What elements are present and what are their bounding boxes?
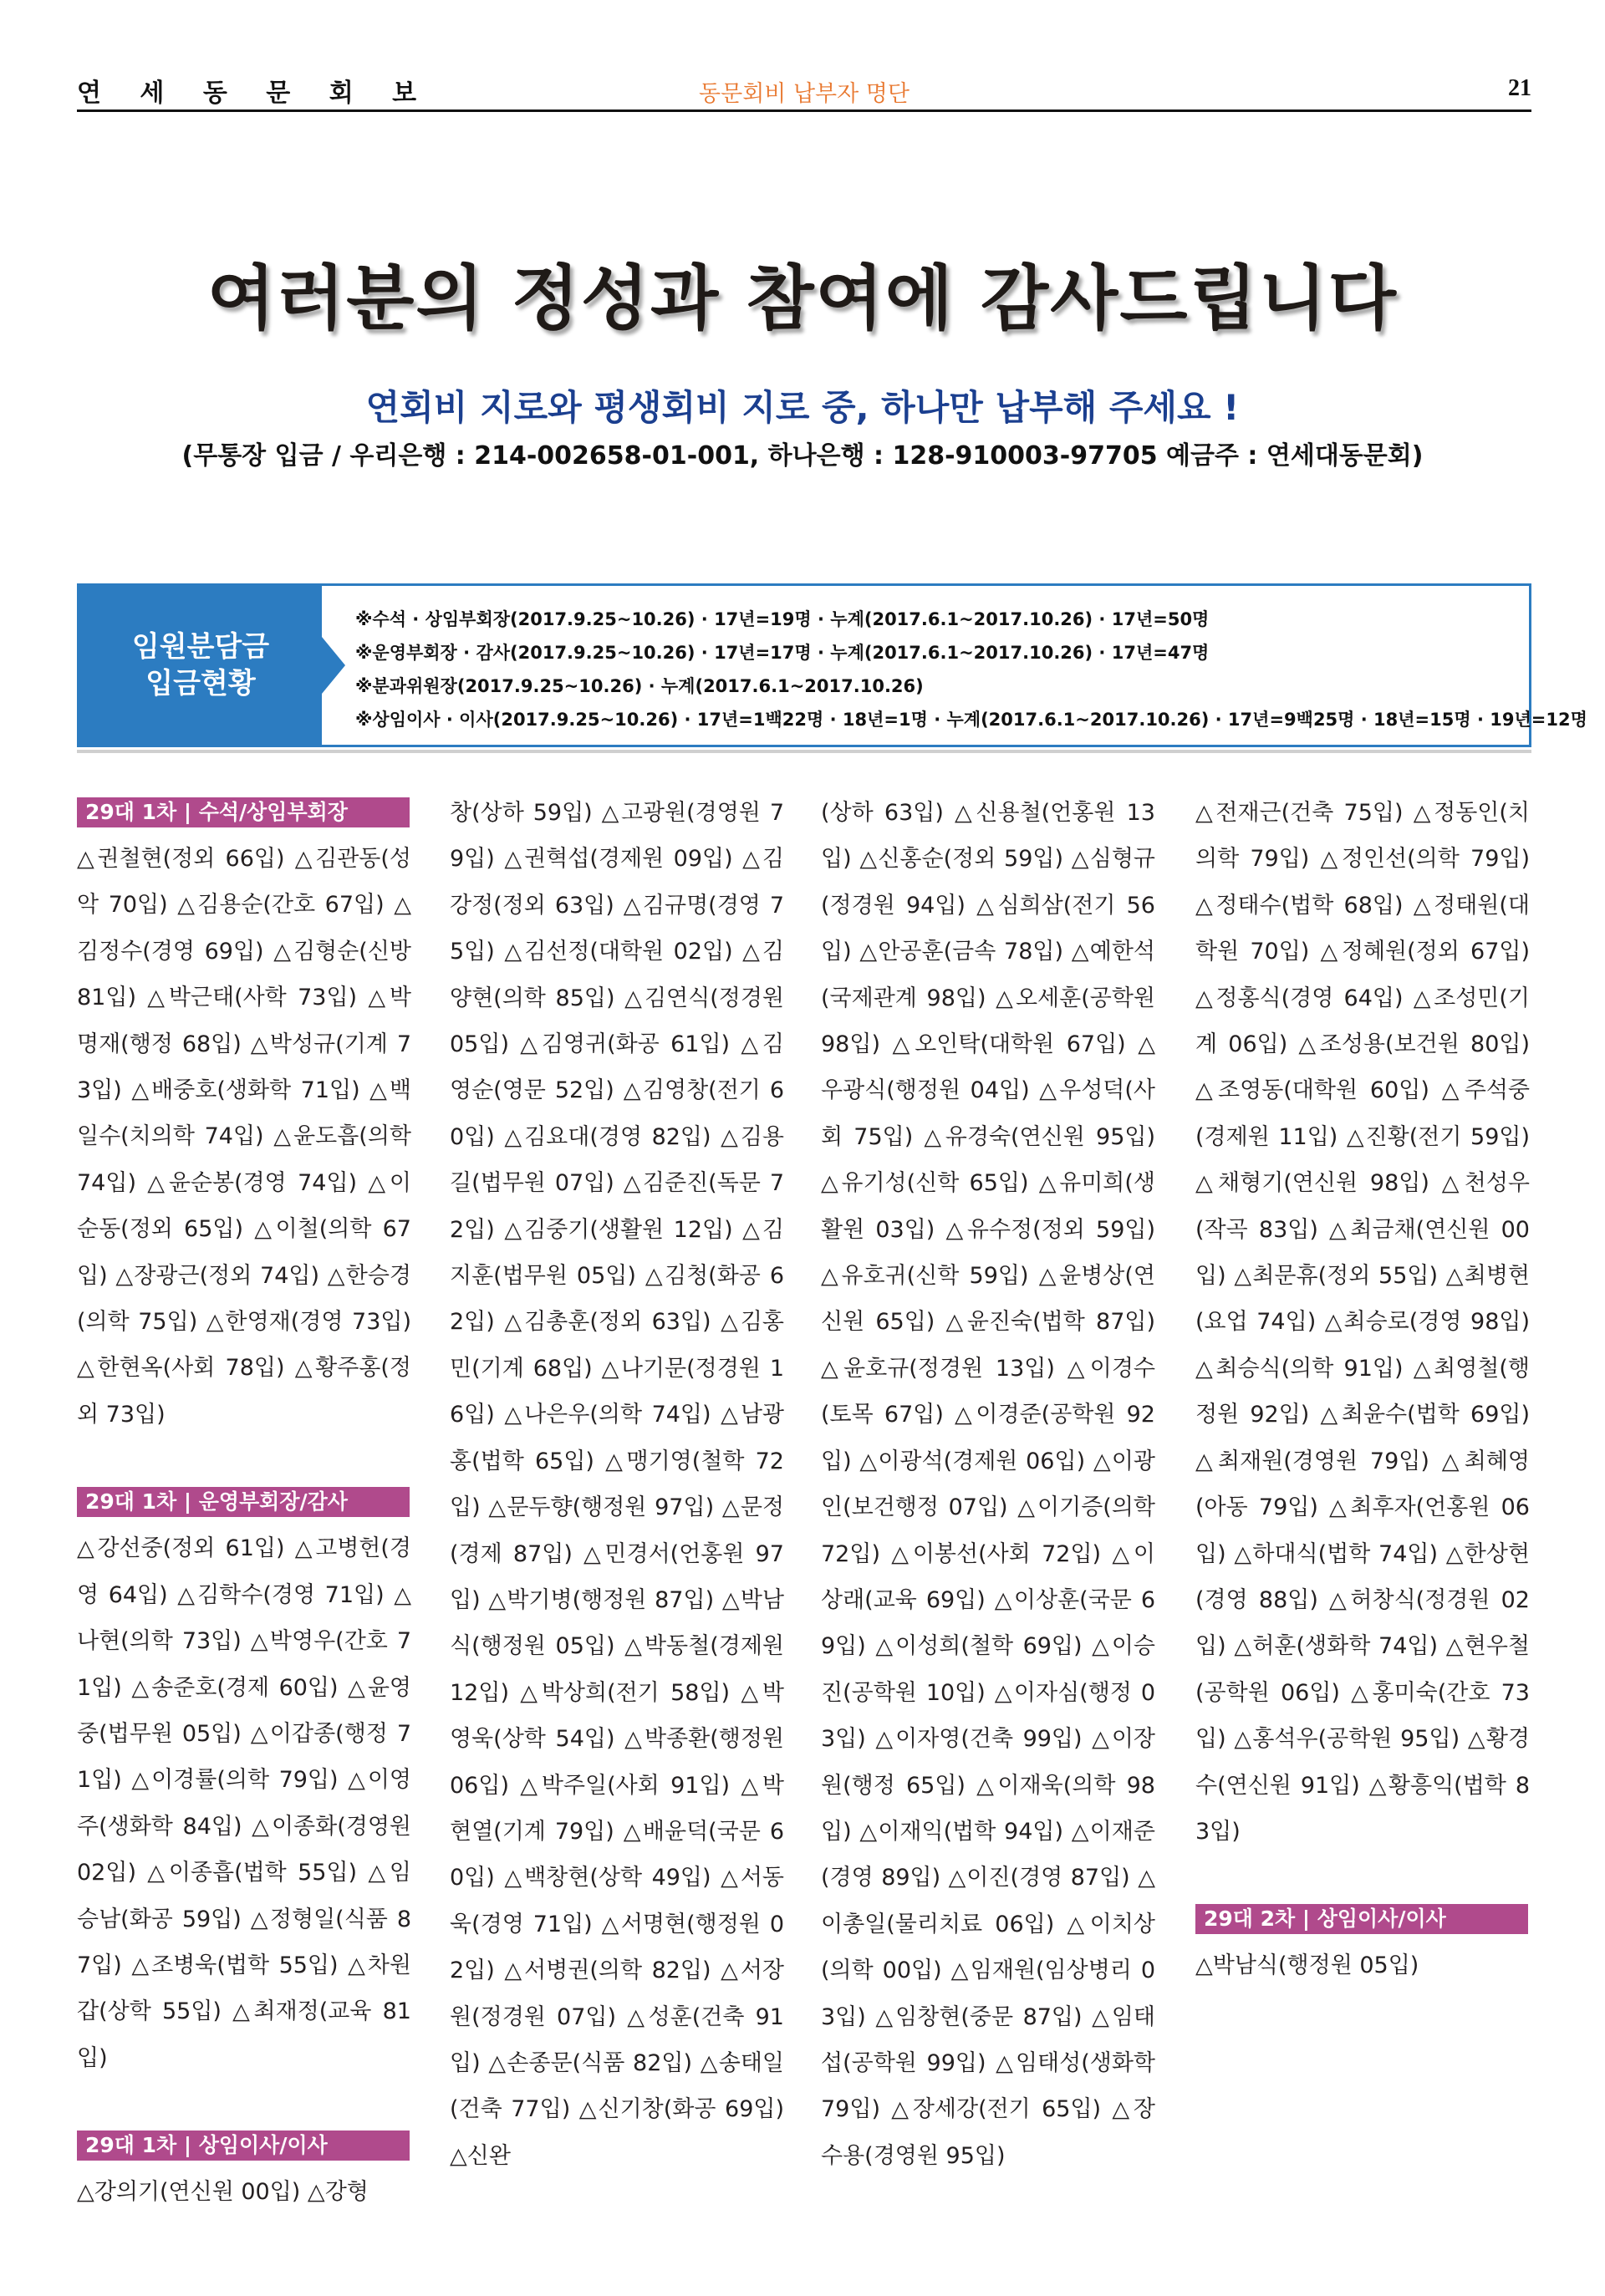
donor-list: △전재근(건축 75입) △정동인(치의학 79입) △정인선(의학 79입) △정태수(법학 68입) △정태원(대학원 70입) △정혜원(정외 67입) △정홍식(경영 64입) △조성민(기계 06입) △조성용(보건원 80입) △조영동(대학원 60입) △주석중(경제원 11입) △진황(전기 59입) △채형기(연신원 98입) △천성우(작곡 83입) △최금채(연신원 00입) △최문휴(정외 55입) △최병현(요업 74입) △최승로(경영 98입) △최승식(의학 91입) △최영철(행정원 92입) △최윤수(법학 69입) △최재원(경영원 79입) △최혜영(아동 79입) △최후자(언홍원 06입) △하대식(법학 74입) △한상현(경영 88입) △허창식(정경원 02입) △허훈(생화학 74입) △현우철(공학원 06입) △홍미숙(간호 73입) △홍석우(공학원 95입) △황경수(연신원 91입) △황흥익(법학 83입) [1195, 800, 1530, 1845]
column-4 [1195, 790, 1530, 1989]
donor-list: △강의기(연신원 00입) △강형 [77, 2179, 369, 2206]
section-title: 동문회비 납부자 명단 [699, 81, 910, 107]
page-header [77, 69, 1531, 107]
section-divider [77, 750, 1531, 753]
section-heading: 29대 1차 | 수석/상임부회장 [77, 797, 410, 827]
donor-list: △권철현(정외 66입) △김관동(성악 70입) △김용순(간호 67입) △김정수(경영 69입) △김형순(신방 81입) △박근태(사학 73입) △박명재(행정 68입) △박성규(기계 73입) △배중호(생화학 71입) △백일수(치의학 74입) △윤도흡(의학 74입) △윤순봉(경영 74입) △이순동(정외 65입) △이철(의학 67입) △장광근(정외 74입) △한승경(의학 75입) △한영재(경영 73입) △한현옥(사회 78입) △황주홍(정외 73입) [77, 846, 411, 1428]
donor-list: (상하 63입) △신용철(언홍원 13입) △신홍순(정외 59입) △심형규(정경원 94입) △심희삼(전기 56입) △안공훈(금속 78입) △예한석(국제관계 98입) △오세훈(공학원 98입) △오인탁(대학원 67입) △우광식(행정원 04입) △우성덕(사회 75입) △유경숙(연신원 95입) △유기성(신학 65입) △유미희(생활원 03입) △유수정(정외 59입) △유호귀(신학 59입) △윤병상(연신원 65입) △윤진숙(법학 87입) △윤호규(정경원 13입) △이경수(토목 67입) △이경준(공학원 92입) △이광석(경제원 06입) △이광인(보건행정 07입) △이기증(의학 72입) △이봉선(사회 72입) △이상래(교육 69입) △이상훈(국문 69입) △이성희(철학 69입) △이승진(공학원 10입) △이자심(행정 03입) △이자영(건축 99입) △이장원(행정 65입) △이재욱(의학 98입) △이재익(법학 94입) △이재준(경영 89입) △이진(경영 87입) △이총일(물리치료 06입) △이치상(의학 00입) △임재원(임상병리 03입) △임창현(중문 87입) △임태섭(공학원 99입) △임태성(생화학 79입) △장세강(전기 65입) △장수용(경영원 95입) [821, 800, 1155, 2169]
officer-dues-line: ※분과위원장(2017.9.25~10.26) · 누계(2017.6.1~2017.10.26) [355, 676, 924, 696]
column-1 [77, 790, 411, 2216]
officer-dues-label-line2: 입금현황 [145, 667, 256, 700]
officer-dues-lines [355, 603, 1587, 736]
section-heading: 29대 1차 | 상임이사/이사 [77, 2131, 410, 2161]
column-2 [450, 790, 784, 2179]
officer-dues-line: ※수석 · 상임부회장(2017.9.25~10.26) · 17년=19명 · 누계(2017.6.1~2017.10.26) · 17년=50명 [355, 609, 1210, 629]
officer-dues-box [77, 583, 1587, 747]
header-rule [77, 109, 1531, 112]
headline: 여러분의 정성과 참여에 감사드립니다 [206, 257, 1399, 339]
column-3 [821, 790, 1155, 2179]
officer-dues-label-line1: 임원분담금 [131, 630, 270, 664]
officer-dues-line: ※운영부회장 · 감사(2017.9.25~10.26) · 17년=17명 · 누계(2017.6.1~2017.10.26) · 17년=47명 [355, 643, 1210, 663]
donor-list: 창(상하 59입) △고광원(경영원 79입) △권혁섭(경제원 09입) △김강정(정외 63입) △김규명(경영 75입) △김선정(대학원 02입) △김양현(의학 85입) △김연식(정경원 05입) △김영귀(화공 61입) △김영순(영문 52입) △김영창(전기 60입) △김요대(경영 82입) △김용길(법무원 07입) △김준진(독문 72입) △김중기(생활원 12입) △김지훈(법무원 05입) △김청(화공 62입) △김총훈(정외 63입) △김홍민(기계 68입) △나기문(정경원 16입) △나은우(의학 74입) △남광홍(법학 65입) △맹기영(철학 72입) △문두향(행정원 97입) △문정(경제 87입) △민경서(언홍원 97입) △박기병(행정원 87입) △박남식(행정원 05입) △박동철(경제원 12입) △박상희(전기 58입) △박영욱(상학 54입) △박종환(행정원 06입) △박주일(사회 91입) △박현열(기계 79입) △배윤덕(국문 60입) △백창현(상학 49입) △서동욱(경영 71입) △서명현(행정원 02입) △서병권(의학 82입) △서장원(정경원 07입) △성훈(건축 91입) △손종문(식품 82입) △송태일(건축 77입) △신기창(화공 69입) △신완 [450, 800, 784, 2169]
officer-dues-line: ※상임이사 · 이사(2017.9.25~10.26) · 17년=1백22명 · 18년=1명 · 누계(2017.6.1~2017.10.26) · 17년=9백25명 · 18년=15명 · 19년=12명 [355, 710, 1587, 730]
account-info: (무통장 입금 / 우리은행 : 214-002658-01-001, 하나은행 : 128-910003-97705 예금주 : 연세대동문회) [181, 441, 1424, 471]
donor-list: △박남식(행정원 05입) [1195, 1952, 1419, 1979]
section-heading: 29대 2차 | 상임이사/이사 [1195, 1904, 1528, 1934]
page-number: 21 [1508, 75, 1531, 101]
officer-dues-label [79, 586, 322, 745]
section-heading: 29대 1차 | 운영부회장/감사 [77, 1487, 410, 1517]
donor-list: △강선중(정외 61입) △고병헌(경영 64입) △김학수(경영 71입) △나현(의학 73입) △박영우(간호 71입) △송준호(경제 60입) △윤영중(법무원 05입) △이갑종(행정 71입) △이경률(의학 79입) △이영주(생화학 84입) △이종화(경영원 02입) △이종흡(법학 55입) △임승남(화공 59입) △정형일(식품 87입) △조병욱(법학 55입) △차원갑(상학 55입) △최재정(교육 81입) [77, 1535, 411, 2071]
newsletter-logo: 연 세 동 문 회 보 [77, 79, 432, 108]
subheadline: 연회비 지로와 평생회비 지로 중, 하나만 납부해 주세요 ! [365, 387, 1240, 428]
